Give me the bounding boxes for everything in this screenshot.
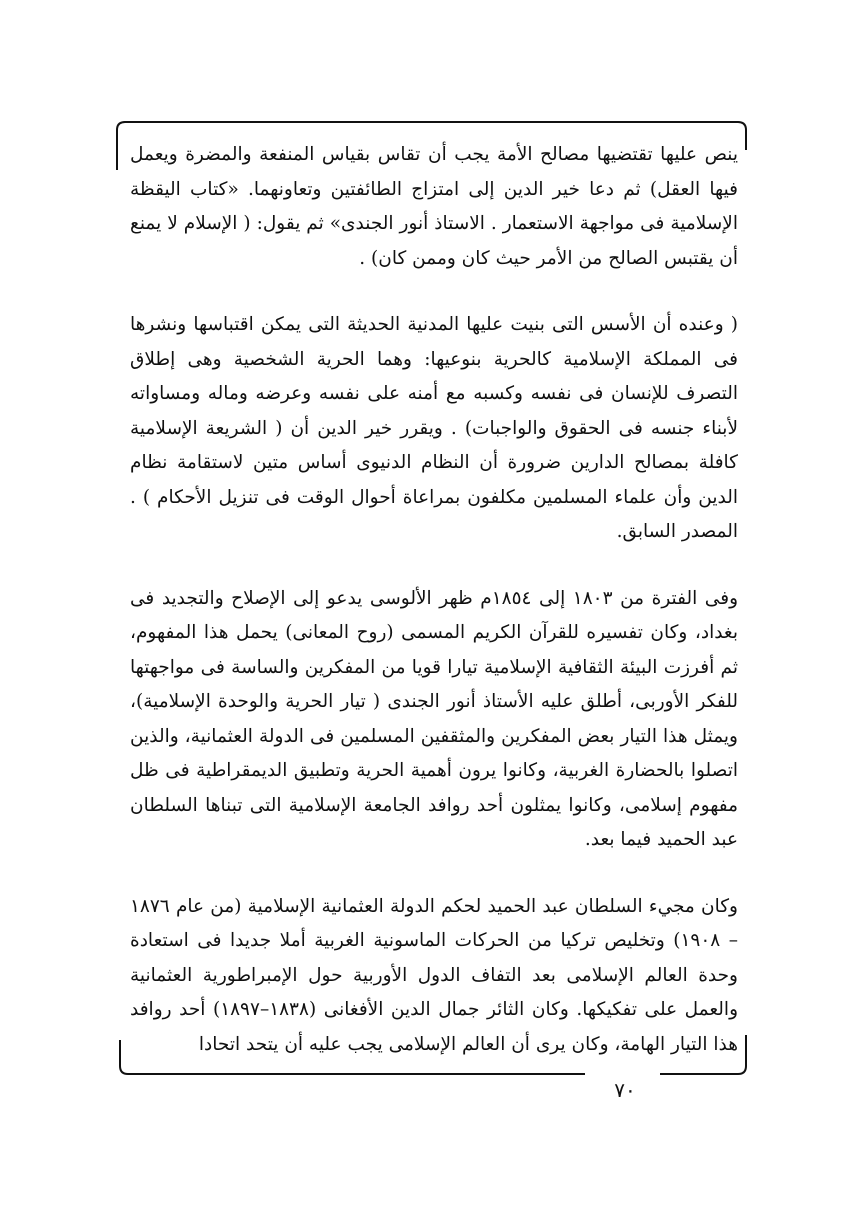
page-number: ٧٠ (614, 1078, 636, 1102)
paragraph-3: وفى الفترة من ١٨٠٣ إلى ١٨٥٤م ظهر الألوسى يدعو إلى الإصلاح والتجديد فى بغداد، وكان تفسيره للقرآن الكريم المسمى (روح المعانى) يحمل هذا المفهوم، ثم أفرزت البيئة الثقافية الإسلامية تيارا قويا من المفكرين والساسة فى مواجهتها للفكر الأوربى، أطلق عليه الأستاذ أنور الجندى ( تيار الحرية والوحدة الإسلامية)، ويمثل هذا التيار بعض المفكرين والمثقفين المسلمين فى الدولة العثمانية، والذين اتصلوا بالحضارة الغربية، وكانوا يرون أهمية الحرية وتطبيق الديمقراطية فى ظل مفهوم إسلامى، وكانوا يمثلون أحد روافد الجامعة الإسلامية التى تبناها السلطان عبد الحميد فيما بعد. (130, 587, 739, 850)
paragraph-4: وكان مجيء السلطان عبد الحميد لحكم الدولة العثمانية الإسلامية (من عام ١٨٧٦ – ١٩٠٨) وتخليص تركيا من الحركات الماسونية الغربية أملا جديدا فى استعادة وحدة العالم الإسلامى بعد التفاف الدول الأوربية حول الإمبراطورية العثمانية والعمل على تفكيكها. وكان الثائر جمال الدين الأفغانى (١٨٣٨–١٨٩٧) أحد روافد هذا التيار الهامة، وكان يرى أن العالم الإسلامى يجب عليه أن يتحد اتحادا (130, 895, 739, 1055)
paragraph-2: ( وعنده أن الأسس التى بنيت عليها المدنية الحديثة التى يمكن اقتباسها ونشرها فى المملكة الإسلامية كالحرية بنوعيها: وهما الحرية الشخصية وهى إطلاق التصرف للإنسان فى نفسه وكسبه مع أمنه على نفسه وعرضه وماله ومساواته لأبناء جنسه فى الحقوق والواجبات) . ويقرر خير الدين أن ( الشريعة الإسلامية كافلة بمصالح الدارين ضرورة أن النظام الدنيوى أساس متين لاستقامة نظام الدين وأن علماء المسلمين مكلفون بمراعاة أحوال الوقت فى تنزيل الأحكام ) . المصدر السابق. (130, 314, 738, 542)
paragraph-1: ينص عليها تقتضيها مصالح الأمة يجب أن تقاس بقياس المنفعة والمضرة ويعمل فيها العقل) ثم دعا خير الدين إلى امتزاج الطائفتين وتعاونهما. «كتاب اليقظة الإسلامية فى مواجهة الاستعمار . الاستاذ أنور الجندى» ثم يقول: ( الإسلام لا يمنع أن يقتبس الصالح من الأمر حيث كان وممن كان) . (130, 144, 738, 269)
body-text (130, 138, 738, 1062)
